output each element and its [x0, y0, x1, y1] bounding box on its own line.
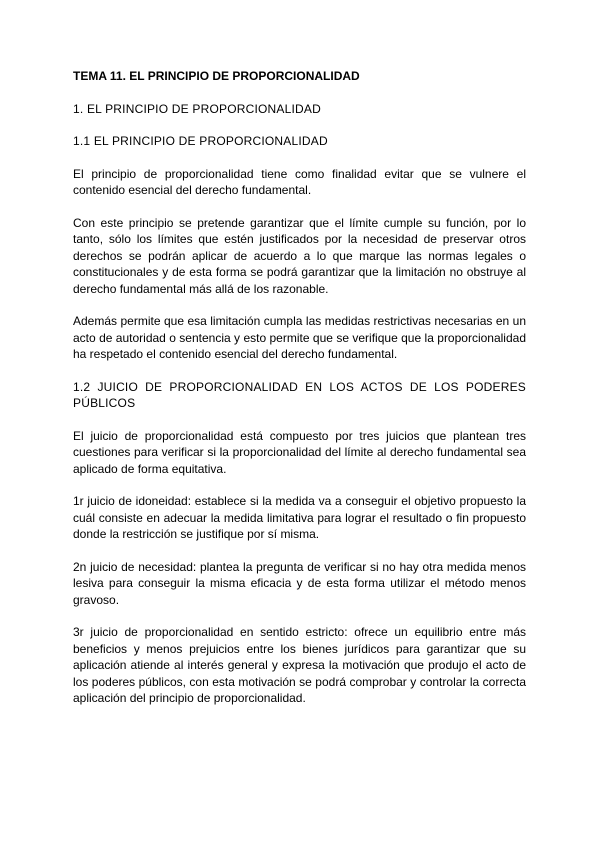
paragraph: Con este principio se pretende garantizar que el límite cumple su función, por lo tanto, sólo los límites que estén justificados por la necesidad de preservar otros derechos se podrán aplicar de acuerdo a lo que marque las normas legales o constitucionales y de esta forma se podrá garantizar que la limitación no obstruye al derecho fundamental más allá de los razonable. — [73, 215, 526, 296]
paragraph: 3r juicio de proporcionalidad en sentido estricto: ofrece un equilibrio entre más beneficios y menos prejuicios entre los bienes jurídicos para garantizar que su aplicación atiende al interés general y expresa la motivación que produjo el acto de los poderes públicos, con esta motivación se podrá comprobar y controlar la correcta aplicación del principio de proporcionalidad. — [73, 625, 526, 705]
section-heading-1-1: 1.1 EL PRINCIPIO DE PROPORCIONALIDAD — [73, 134, 328, 148]
document-title: TEMA 11. EL PRINCIPIO DE PROPORCIONALIDAD — [73, 69, 360, 83]
paragraph: Además permite que esa limitación cumpla las medidas restrictivas necesarias en un acto de autoridad o sentencia y esto permite que se verifique que la proporcionalidad ha respetado el contenido esencial del derecho fundamental. — [73, 314, 526, 361]
section-heading-1-2: 1.2 JUICIO DE PROPORCIONALIDAD EN LOS ACTOS DE LOS PODERES PÚBLICOS — [73, 379, 526, 410]
paragraph: 2n juicio de necesidad: plantea la pregunta de verificar si no hay otra medida menos lesiva para conseguir la misma eficacia y de esta forma utilizar el método menos gravoso. — [73, 559, 526, 607]
paragraph: El principio de proporcionalidad tiene como finalidad evitar que se vulnere el contenido esencial del derecho fundamental. — [73, 166, 526, 197]
section-heading-1: 1. EL PRINCIPIO DE PROPORCIONALIDAD — [73, 101, 321, 116]
paragraph: El juicio de proporcionalidad está compuesto por tres juicios que plantean tres cuestiones para verificar si la proporcionalidad del límite al derecho fundamental sea aplicado de forma equitativa. — [73, 428, 526, 476]
document-page — [73, 68, 526, 723]
paragraph: 1r juicio de idoneidad: establece si la medida va a conseguir el objetivo propuesto la cuál consiste en adecuar la medida limitativa para lograr el resultado o fin propuesto donde la restricción se justifique por sí misma. — [73, 494, 526, 541]
